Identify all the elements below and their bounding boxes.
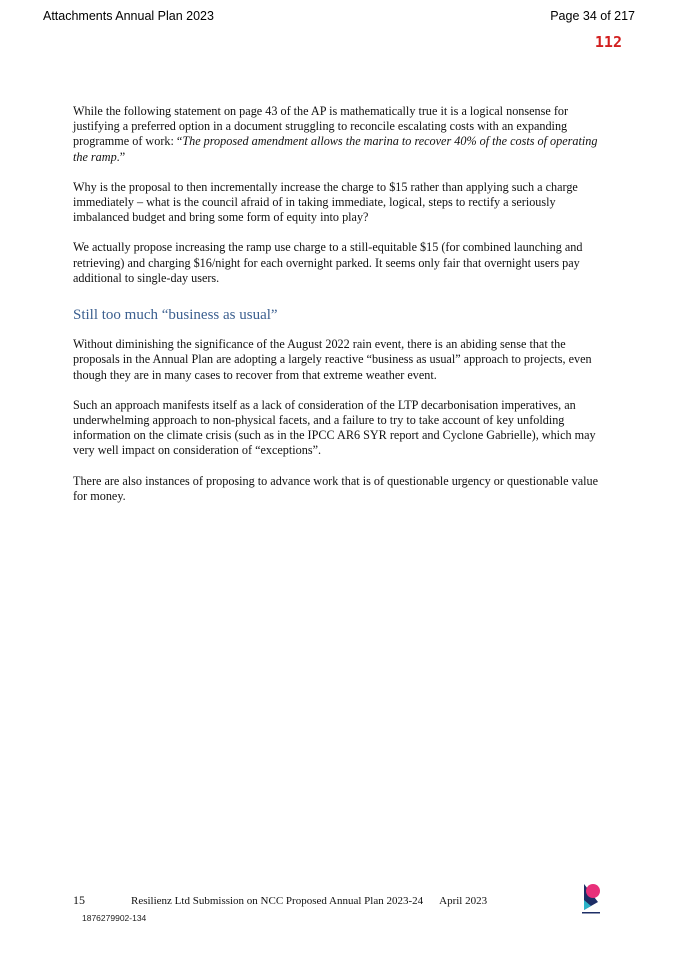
document-body bbox=[73, 104, 605, 519]
header-page-indicator: Page 34 of 217 bbox=[550, 9, 635, 23]
document-id: 1876279902-134 bbox=[82, 913, 147, 923]
footer-title: Resilienz Ltd Submission on NCC Proposed Annual Plan 2023-24 bbox=[131, 895, 424, 907]
paragraph-ltp-decarbonisation: Such an approach manifests itself as a lack of consideration of the LTP decarbonisation imperatives, an underwhelming approach to non-physical facets, and a failure to try to take account of key unfolding information on the climate crisis (such as in the IPCC AR6 SYR report and Cyclone Gabrielle), which may very well impact on consideration of “exceptions”. bbox=[73, 397, 596, 458]
page-stamp-number: 112 bbox=[594, 33, 622, 51]
footer-date: April 2023 bbox=[439, 895, 488, 907]
paragraph-ap-statement bbox=[73, 104, 605, 165]
paragraph-text: While the following statement on page 43 of the AP is mathematically true it is a logical nonsense for justifying a preferred option in a document struggling to reconcile escalating costs with an expanding programme of work: “ bbox=[73, 104, 569, 149]
quoted-italic-text: The proposed amendment allows the marina to recover 40% of the costs of operating the ramp bbox=[73, 134, 598, 164]
page-footer bbox=[73, 893, 487, 908]
paragraph-business-as-usual: Without diminishing the significance of the August 2022 rain event, there is an abiding sense that the proposals in the Annual Plan are adopting a largely reactive “business as usual” approach to projects, even though they are in many cases to recover from that extreme weather event. bbox=[73, 337, 592, 382]
paragraph-questionable-work: There are also instances of proposing to advance work that is of questionable urgency or questionable value for money. bbox=[73, 473, 599, 503]
section-heading: Still too much “business as usual” bbox=[73, 307, 278, 324]
footer-page-number: 15 bbox=[73, 893, 85, 907]
resilienz-logo-icon bbox=[580, 882, 602, 916]
paragraph-incremental-charge: Why is the proposal to then incrementally increase the charge to $15 rather than applying such a charge immediately – what is the council afraid of in taking immediate, logical, steps to rectify a seriously imbalanced budget and bring some form of equity into play? bbox=[73, 179, 578, 225]
paragraph-ramp-proposal: We actually propose increasing the ramp use charge to a still-equitable $15 (for combined launching and retrieving) and charging $16/night for each overnight parked. It seems only fair that overnight users pay additional to single-day users. bbox=[73, 240, 583, 285]
header-document-title: Attachments Annual Plan 2023 bbox=[43, 9, 214, 23]
paragraph-text: .” bbox=[116, 149, 126, 164]
